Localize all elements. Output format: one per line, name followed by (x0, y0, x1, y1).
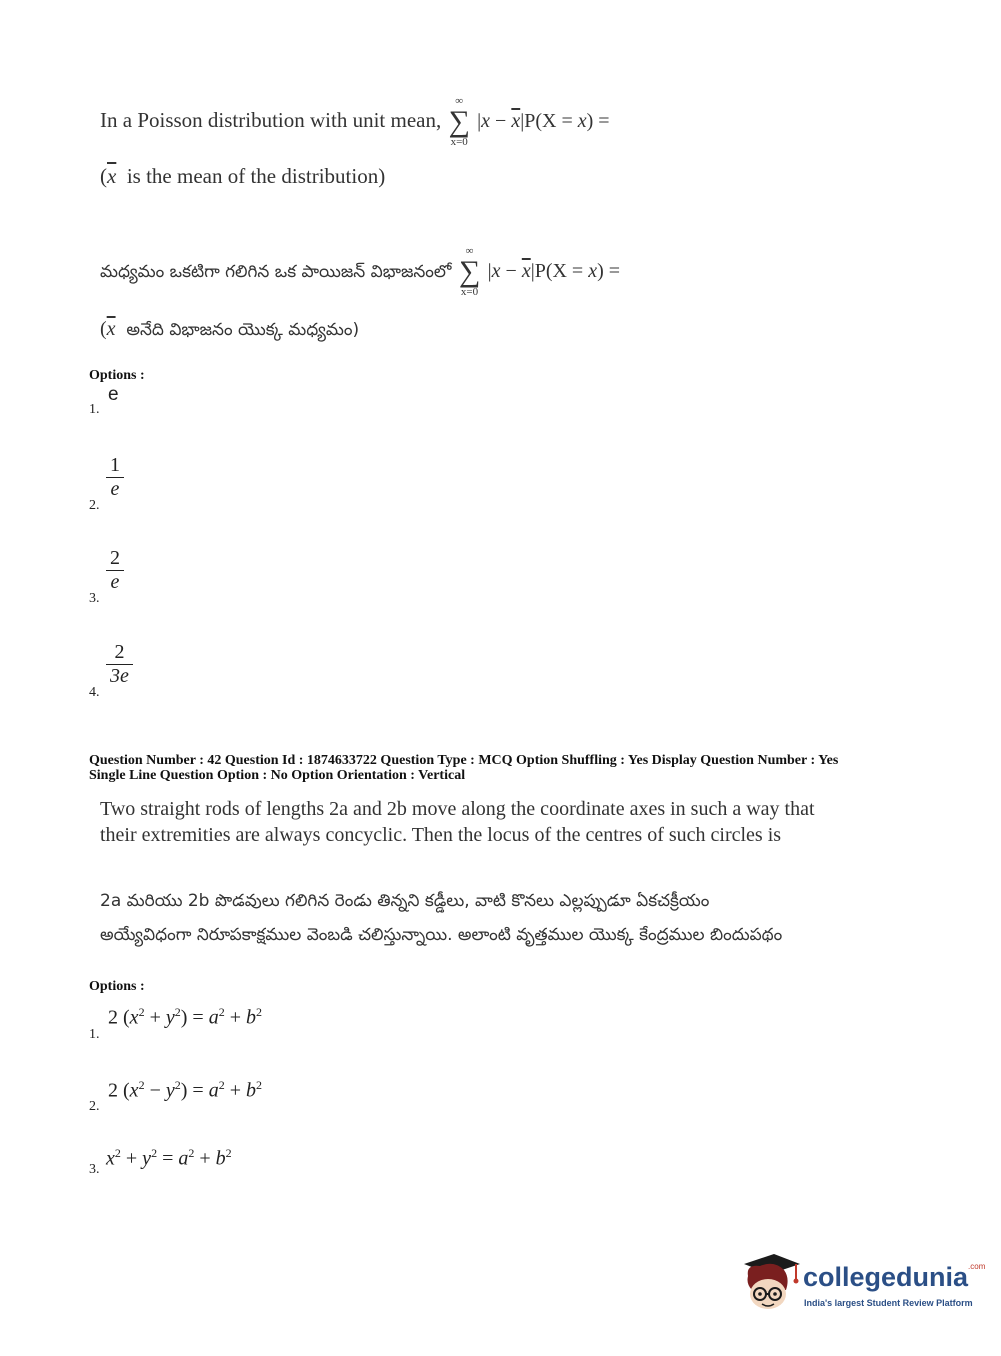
q41-options-label: Options : (89, 368, 145, 383)
q41-option-3-denominator: e (106, 570, 124, 594)
q41-option-2-fraction[interactable] (106, 454, 124, 501)
logo-name: collegedunia (803, 1262, 969, 1292)
q41-option-1-number[interactable]: 1. (89, 402, 100, 417)
q41-option-3-fraction[interactable] (106, 547, 124, 594)
q41-english-note: ($\overline{x}$ is the mean of the distribution) (100, 164, 386, 188)
q42-option-2-equation[interactable]: 2 $(x^2 - y^2) = a^2 + b^2$ (108, 1078, 262, 1102)
q41-telugu-note-text: అనేది విభాజనం యొక్క మధ్యమం) (126, 320, 360, 340)
sum-symbol: ∞ ∑ x=0 (448, 95, 470, 148)
q42-english-line-2: their extremities are always concyclic. Then the locus of the centres of such circles is (100, 824, 782, 846)
q41-option-4-denominator: 3e (106, 664, 133, 688)
collegedunia-logo[interactable] (803, 1262, 985, 1293)
sum-symbol-telugu: ∞ ∑ x=0 (458, 245, 481, 298)
q42-option-1-number[interactable]: 1. (89, 1027, 100, 1042)
q41-option-3-number[interactable]: 3. (89, 591, 100, 606)
q41-option-2-numerator: 1 (110, 454, 120, 476)
q41-option-1-value[interactable]: e (108, 384, 119, 405)
q42-telugu-line-2: అయ్యేవిధంగా నిరూపకాక్షముల వెంబడి చలిస్తున్నాయి. అలాంటి వృత్తముల యొక్క కేంద్రముల బిందుపథం (100, 925, 783, 945)
collegedunia-mascot-icon (740, 1250, 802, 1312)
q41-option-2-number[interactable]: 2. (89, 498, 100, 513)
q42-option-3-number[interactable]: 3. (89, 1162, 100, 1177)
q41-telugu-prefix: మధ్యమం ఒకటిగా గలిగిన ఒక పాయిజన్ విభాజనంలో (100, 262, 452, 282)
logo-suffix: .com (968, 1262, 986, 1271)
q42-meta-line-2: Single Line Question Option : No Option Orientation : Vertical (89, 768, 466, 783)
q41-english-note-text: is the mean of the distribution) (126, 164, 386, 188)
q42-option-1-equation[interactable]: 2 $(x^2 + y^2) = a^2 + b^2$ (108, 1005, 262, 1029)
sum-lower-limit: x=0 (450, 136, 468, 148)
sum-upper-limit: ∞ (455, 95, 464, 107)
q41-expression: $|x - \overline{x}|P(X = x)$ = (477, 109, 610, 132)
sum-upper-limit: ∞ (465, 245, 474, 257)
sum-lower-limit: x=0 (460, 286, 479, 298)
q42-options-label: Options : (89, 979, 145, 994)
q42-option-2-number[interactable]: 2. (89, 1099, 100, 1114)
q41-english-prefix: In a Poisson distribution with unit mean, (100, 107, 442, 132)
q41-option-4-fraction[interactable] (106, 641, 133, 688)
q41-expression-telugu: $|x - \overline{x}|P(X = x)$ = (487, 260, 621, 282)
q41-telugu-question (100, 246, 620, 298)
q42-english-line-1: Two straight rods of lengths 2a and 2b move along the coordinate axes in such a way that (100, 798, 815, 820)
q41-option-4-numerator: 2 (114, 641, 125, 663)
q41-option-3-numerator: 2 (110, 547, 120, 569)
q42-telugu-line-1: 2a మరియు 2b పొడవులు గలిగిన రెండు తిన్నని కడ్డీలు, వాటి కొనలు ఎల్లప్పుడూ ఏకచక్రీయం (100, 891, 710, 911)
q42-option-3-equation[interactable]: $x^2 + y^2 = a^2 + b^2$ (106, 1146, 232, 1170)
q42-meta-line-1: Question Number : 42 Question Id : 1874633722 Question Type : MCQ Option Shuffling : Yes Display Question Number : Yes (89, 753, 839, 768)
logo-tagline: India's largest Student Review Platform (804, 1298, 973, 1308)
q41-english-question (100, 96, 610, 148)
q41-option-2-denominator: e (106, 477, 124, 501)
q41-option-4-number[interactable]: 4. (89, 685, 100, 700)
q41-telugu-note: ($\overline{x}$ అనేది విభాజనం యొక్క మధ్యమం) (100, 318, 360, 340)
